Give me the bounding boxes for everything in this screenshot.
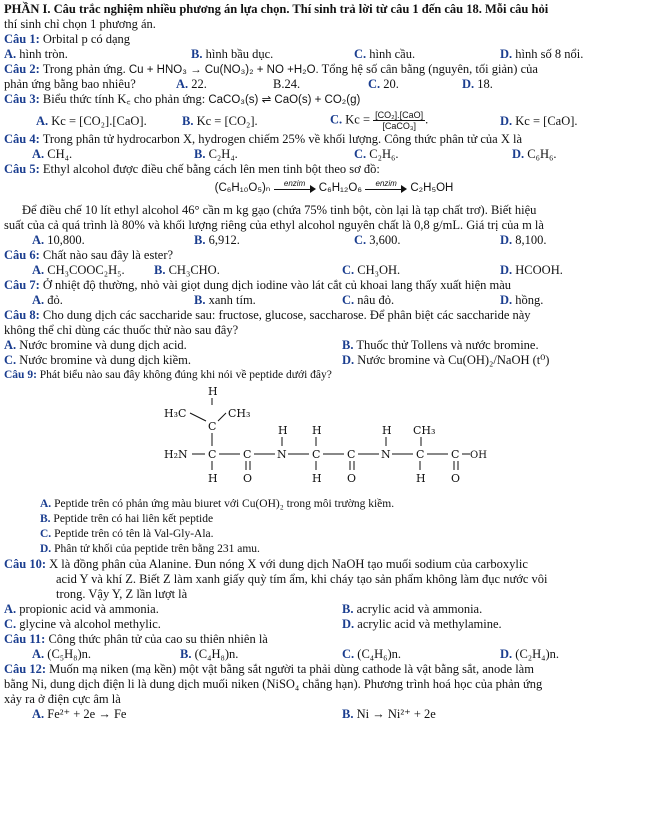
question-10-cont2: trong. Vậy Y, Z lần lượt là [56,587,188,601]
atom-h: H [312,424,322,437]
question-2 [4,62,664,77]
question-label: Câu 8: [4,308,40,322]
option-b[interactable]: B. C₂H₄. [194,147,238,161]
scheme-glucose: C₆H₁₂O₆ [318,182,362,194]
atom-c-carbonyl1: C [243,448,252,461]
option-d[interactable]: D. Nước bromine và Cu(OH)₂/NaOH (t⁰) [342,353,550,367]
question-text: Công thức phân tử của cao su thiên nhiên là [48,632,268,646]
question-text: Biểu thức tính K꜀ cho phản ứng: [42,92,206,106]
option-a[interactable]: A. 22. [176,77,207,91]
question-text: Ở nhiệt độ thường, nhỏ vài giọt dung dịch iodine vào lát cắt củ khoai lang thấy xuất hiện màu [42,278,512,292]
section-heading-cont [4,17,664,32]
question-9 [4,368,664,383]
option-a[interactable]: A. đỏ. [32,293,63,307]
option-b[interactable]: B. Peptide trên có hai liên kết peptide [40,513,214,525]
fermentation-scheme [4,177,664,203]
peptide-structure [4,383,664,497]
question-6 [4,248,664,263]
atom-oh: OH [470,450,487,461]
atom-o: O [451,472,461,485]
option-d[interactable]: D. HCOOH. [500,263,563,277]
option-c[interactable]: C. Nước bromine và dung dịch kiềm. [4,353,191,367]
fraction: $\frac{\text{[CO₂].[CaO]}}{\text{[CaCO₃]}}$ [375,110,424,131]
option-a[interactable]: A. CH₃COOC₂H₅. [32,263,125,277]
question-text-line2: phản ứng bằng bao nhiêu? [4,77,136,91]
option-b[interactable]: B. 6,912. [194,233,240,247]
option-a[interactable]: A. 10,800. [32,233,85,247]
atom-n1: N [277,448,287,461]
section-title-cont: thí sinh chỉ chọn 1 phương án. [4,17,156,31]
options-q8-row2 [4,353,664,368]
section-title: PHẦN I. Câu trắc nghiệm nhiều phương án lựa chọn. Thí sinh trả lời từ câu 1 đến câu 18. Mỗi câu hỏi [4,2,549,16]
peptide-formula-diagram [164,383,487,497]
options-q3 [4,110,664,132]
question-label: Câu 11: [4,632,46,646]
question-10 [4,557,664,572]
atom-h: H [208,472,218,485]
atom-o: O [243,472,253,485]
option-a[interactable]: A. propionic acid và ammonia. [4,602,159,616]
options-q10-row1 [4,602,664,617]
option-c[interactable]: C. glycine và alcohol methylic. [4,617,161,631]
question-text-cont: không thể chỉ dùng các thuốc thử nào sau đây? [4,323,239,337]
question-text: Trong phân tử hydrocarbon X, hydrogen chiếm 25% về khối lượng. Công thức phân tử của X là [42,132,523,146]
option-c[interactable]: C. 3,600. [354,233,401,247]
option-d[interactable]: D. hình số 8 nổi. [500,47,584,61]
option-b[interactable]: B. acrylic acid và ammonia. [342,602,483,616]
options-q10-row2 [4,617,664,632]
question-10-cont: acid Y và khí Z. Biết Z làm xanh giấy quỳ tím ẩm, khi cháy tạo sản phẩm không làm đục nước vôi [56,572,548,586]
option-a[interactable]: A. hình tròn. [4,47,68,61]
question-text: Ethyl alcohol được điều chế bằng cách lên men tinh bột theo sơ đồ: [42,162,380,176]
option-c[interactable]: C. Peptide trên có tên là Val-Gly-Ala. [40,528,214,540]
option-b[interactable]: B.24. [273,77,301,91]
option-d[interactable]: D. 18. [462,77,493,91]
question-12 [4,662,664,677]
atom-c-alpha1: C [208,448,217,461]
option-b[interactable]: B. hình bầu dục. [191,47,274,61]
options-q11 [4,647,664,662]
question-7 [4,278,664,293]
option-a[interactable]: A. CH₄. [32,147,73,161]
question-text: Muốn mạ niken (mạ kền) một vật bằng sắt người ta phải dùng cathode là vật bằng sắt, anode làm [49,662,534,676]
paragraph-cont: suất của cả quá trình là 80% và khối lượng riêng của ethyl alcohol nguyên chất là 0,8 g/mL. Giá trị của m là [4,218,544,232]
option-a[interactable]: A. Nước bromine và dung dịch acid. [4,338,187,352]
option-b[interactable]: B. (C₄H₈)n. [180,647,239,661]
section-heading [4,2,664,17]
question-label: Câu 6: [4,248,40,262]
atom-h: H [312,472,322,485]
option-d[interactable]: D. C₆H₆. [512,147,557,161]
options-q1 [4,47,664,62]
option-d[interactable]: D. 8,100. [500,233,547,247]
options-q6 [4,263,664,278]
reaction-arrow: enzim [274,182,316,194]
question-label: Câu 5: [4,162,40,176]
option-c[interactable]: C. Kc = $\frac{\text{[CO₂].[CaO]}}{\text{[CaCO₃]}}$ . [330,110,429,131]
paragraph: Để điều chế 10 lít ethyl alcohol 46° cần m kg gạo (chứa 75% tinh bột, còn lại là tạp chất trơ). Biết hiệu [22,203,537,217]
question-text: Phát biểu nào sau đây không đúng khi nói về peptide dưới đây? [39,369,332,381]
option-c[interactable]: C. nâu đỏ. [342,293,395,307]
option-c[interactable]: C. 20. [368,77,399,91]
question-12-cont: bằng Ni, dung dịch điện li là dung dịch muối niken (NiSO₄ chẳng hạn). Phương trình hoá học của phản ứng [4,677,543,691]
equation: Cu + HNO₃ → Cu(NO₃)₂ + NO +H₂O. [128,64,319,76]
question-12-cont2: xảy ra ở điện cực âm là [4,692,121,706]
question-label: Câu 1: [4,32,40,46]
option-a[interactable]: A. Peptide trên có phản ứng màu biuret với Cu(OH)₂ trong môi trường kiềm. [40,498,395,510]
question-label: Câu 3: [4,92,40,106]
atom-c-carboxyl: C [451,448,460,461]
atom-c-carbonyl2: C [347,448,356,461]
atom-o: O [347,472,357,485]
atom-h: H [382,424,392,437]
question-text-cont: Tổng hệ số cân bằng (nguyên, tối giản) của [321,62,538,76]
option-a[interactable]: A. Fe²⁺ + 2e → Fe [32,707,127,721]
option-d[interactable]: D. (C₂H₄)n. [500,647,560,661]
question-5 [4,162,664,177]
option-a[interactable]: A. Kc = [CO₂].[CaO]. [36,114,147,128]
option-c[interactable]: C. (C₄H₆)n. [342,647,402,661]
option-c[interactable]: C. C₂H₆. [354,147,399,161]
atom-n2: N [381,448,391,461]
reaction-arrow: enzim [365,182,407,194]
question-label: Câu 4: [4,132,40,146]
option-b[interactable]: B. Kc = [CO₂]. [182,114,258,128]
atom-ch3: CH₃ [413,424,436,437]
question-8-cont [4,323,664,338]
options-q7 [4,293,664,308]
scheme-starch: (C₆H₁₀O₅)ₙ [214,182,271,194]
option-b[interactable]: B. CH₃CHO. [154,263,220,277]
question-1 [4,32,664,47]
question-text: Trong phản ứng. [42,62,126,76]
question-label: Câu 9: [4,369,37,381]
question-4 [4,132,664,147]
atom-c-alpha2: C [312,448,321,461]
atom-ch3: CH₃ [228,407,251,420]
question-label: Câu 2: [4,62,40,76]
atom-h2n: H₂N [164,448,188,461]
atom-c-alpha3: C [416,448,425,461]
question-8 [4,308,664,323]
question-2-cont [4,77,664,92]
option-d[interactable]: D. hồng. [500,293,544,307]
options-q4 [4,147,664,162]
atom-h3c: H₃C [164,407,187,420]
question-label: Câu 7: [4,278,40,292]
option-c[interactable]: C. CH₃OH. [342,263,401,277]
atom-h: H [278,424,288,437]
question-3 [4,92,664,110]
question-label: Câu 12: [4,662,47,676]
options-q12 [4,707,664,722]
question-text: Chất nào sau đây là ester? [42,248,174,262]
question-text: Cho dung dịch các saccharide sau: fructose, glucose, saccharose. Để phân biệt các saccharide này [42,308,531,322]
option-b[interactable]: B. xanh tím. [194,293,256,307]
question-text: X là đồng phân của Alanine. Đun nóng X với dung dịch NaOH tạo muối sodium của carboxylic [49,557,528,571]
option-b[interactable]: B. Thuốc thử Tollens và nước bromine. [342,338,539,352]
options-q8-row1 [4,338,664,353]
option-a[interactable]: A. (C₅H₈)n. [32,647,92,661]
equation: CaCO₃(s) ⇌ CaO(s) + CO₂(g) [208,94,361,106]
question-11 [4,632,664,647]
atom-c: C [208,420,217,433]
options-q5 [4,233,664,248]
atom-h: H [208,385,218,398]
question-text: Orbital p có dạng [42,32,131,46]
option-c[interactable]: C. hình cầu. [354,47,416,61]
scheme-ethanol: C₂H₅OH [410,182,454,194]
question-label: Câu 10: [4,557,47,571]
option-d[interactable]: D. Phân tử khối của peptide trên bằng 231 amu. [40,543,260,555]
atom-h: H [416,472,426,485]
option-d[interactable]: D. acrylic acid và methylamine. [342,617,502,631]
option-d[interactable]: D. Kc = [CaO]. [500,114,578,128]
exam-page [4,2,664,722]
option-b[interactable]: B. Ni → Ni²⁺ + 2e [342,707,436,721]
